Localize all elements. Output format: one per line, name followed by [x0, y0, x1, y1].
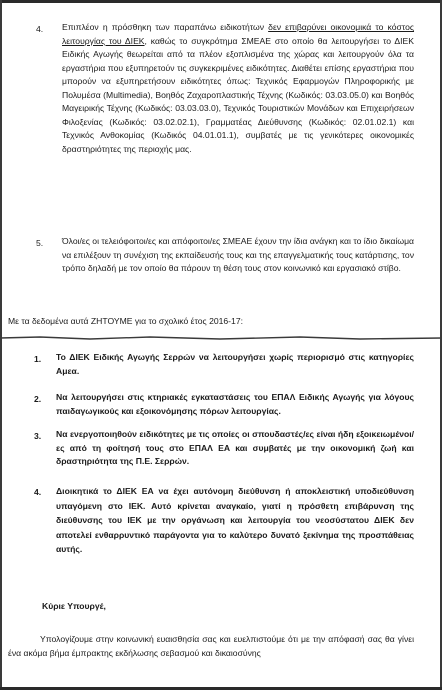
item-4-lead: Επιπλέον η πρόσθηκη των παραπάνω ειδικοτήτων: [62, 22, 265, 32]
request-2-number: 2.: [34, 394, 42, 404]
scan-edge-top: [0, 0, 442, 3]
item-4-paragraph: [62, 21, 414, 156]
salutation: Κύριε Υπουργέ,: [42, 601, 106, 611]
item-4-underlined: δεν επιβαρύνει οικονομικά το κόστος λειτουργίας του ΔΙΕΚ: [62, 22, 415, 46]
item-4-number: 4.: [36, 24, 44, 34]
request-2-text: Να λειτουργήσει στις κτηριακές εγκαταστάσεις του ΕΠΑΛ Ειδικής Αγωγής για λόγους παιδαγωγικούς και εξοικονόμησης πόρων λειτουργίας.: [56, 392, 414, 416]
final-paragraph: Υπολογίζουμε στην κοινωνική ευαισθησία σας και ευελπιστούμε ότι με την απόφασή σας θα γίνει ένα ακόμα βήμα έμπρακτης εκδήλωσης σεβασμού και δικαιοσύνης: [8, 634, 414, 658]
item-5-paragraph: Όλοι/ες οι τελειόφοιτοι/ες και απόφοιτοι/ες ΣΜΕΑΕ έχουν την ίδια ανάγκη και το ίδιο δικαίωμα να επιλέξουν τη συνέχιση της εκπαίδευσής τους και της επαγγελματικής τους κατάρτισης, τον τρόπο δηλαδή με τον οποίο θα πάρουν τη θέση τους στον κοινωνικό και εργασιακό στίβο.: [62, 236, 414, 273]
scan-tear-line: [0, 336, 442, 340]
item-5-number: 5.: [36, 238, 44, 248]
request-3-text: Να ενεργοποιηθούν ειδικότητες με τις οποίες οι σπουδαστές/ες είναι ήδη εξοικειωμένοι/ες από τη φοίτησή τους στο ΕΠΑΛ ΕΑ και συμβατές με την οικονομική ζωή και δραστηριότητα της Π.Ε. Σερρών.: [56, 429, 414, 466]
request-3-number: 3.: [34, 431, 42, 441]
request-4-text: Διοικητικά το ΔΙΕΚ ΕΑ να έχει αυτόνομη διεύθυνση ή αποκλειστική υποδιεύθυνση υπαγόμενη στο ΙΕΚ. Αυτό κρίνεται αναγκαίο, γιατί η πρόσθετη επιβάρυνση της διεύθυνσης του ΙΕΚ με την οργάνωση και λειτουργία του νεοσύστατου ΔΙΕΚ δεν αποτελεί ενθαρρυντικό παράγοντα για το καλύτερο δυνατό ξεκίνημα της προσπάθειας αυτής.: [56, 486, 414, 555]
request-1-number: 1.: [34, 354, 42, 364]
request-4-number: 4.: [34, 487, 42, 497]
request-1-text: Το ΔΙΕΚ Ειδικής Αγωγής Σερρών να λειτουργήσει χωρίς περιορισμό στις κατηγορίες Αμεα.: [56, 352, 414, 376]
closing-line: Με τα δεδομένα αυτά ΖΗΤΟΥΜΕ για το σχολικό έτος 2016-17:: [8, 316, 243, 326]
item-4-rest: , καθώς το συγκρότημα ΣΜΕΑΕ στο οποίο θα λειτουργήσει το ΔΙΕΚ Ειδικής Αγωγής θεωρείται από τα πλέον εξοπλισμένα της χώρας και λειτουργούν όλα τα εργαστήρια που εξυπηρετούν τις συγκεκριμένες ειδικότητες. Διαθέτει επίσης εργαστήρια που μπορούν να εξυπηρετήσουν ειδικότητες όπως: Τεχνικός Εφαρμογών Πληροφορικής με Πολυμέσα (Multimedia), Βοηθός Ζαχαροπλαστικής Τέχνης (Κωδικός: 03.03.05.0) και Βοηθός Μαγειρικής Τέχνης (Κωδικός: 03.03.03.0), Τεχνικός Τουριστικών Μονάδων και Επιχειρήσεων Φιλοξενίας (Κωδικός: 03.02.02.1), Γραμματέας Διεύθυνσης (Κωδικός: 02.01.02.1) και Τεχνικός Ανθοκομίας (Κωδικός 04.01.01.1), συμβατές με τις γενικότερες οικονομικές δραστηριότητες της περιοχής μας.: [62, 35, 414, 154]
scan-edge-left: [0, 0, 2, 690]
